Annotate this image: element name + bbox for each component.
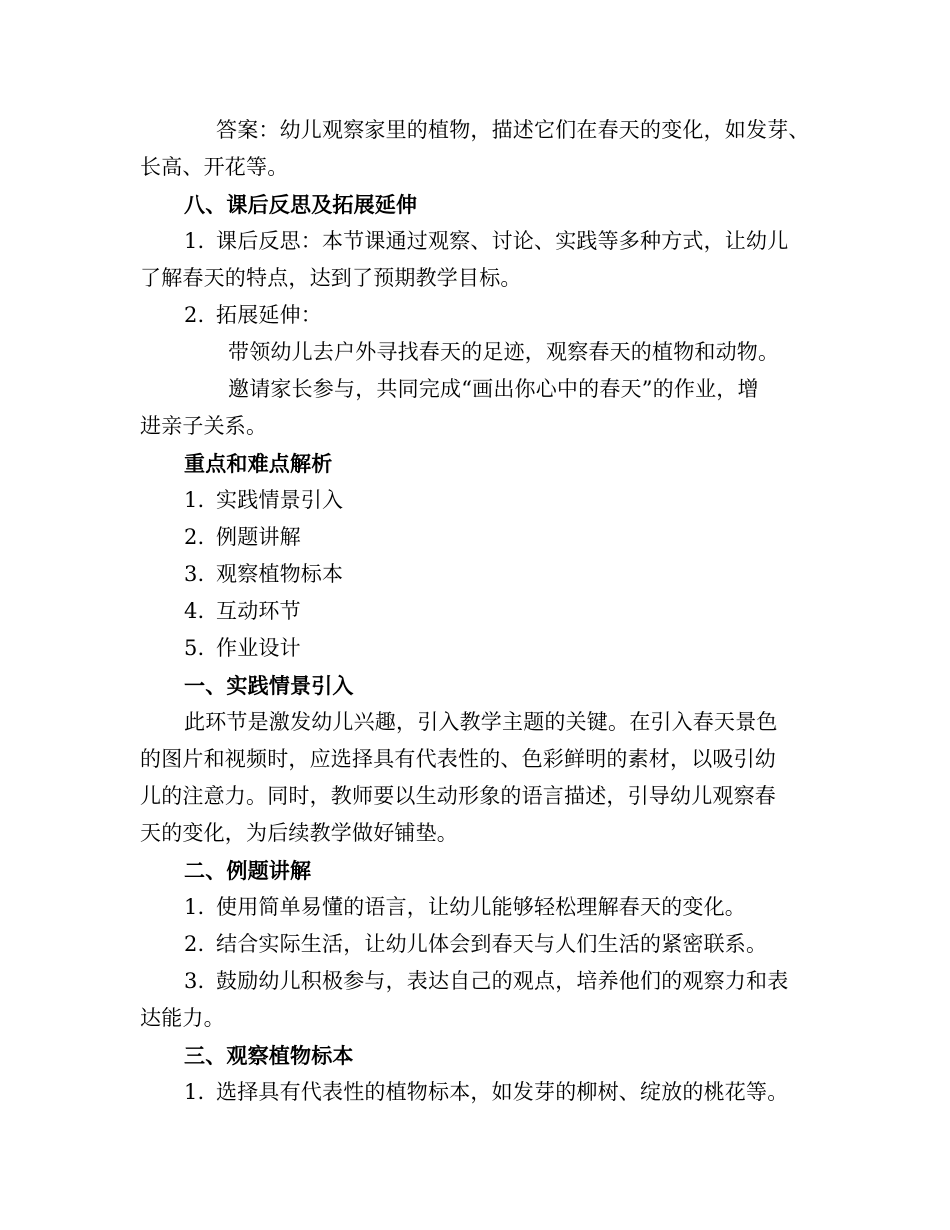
keypoint-item-3: [140, 556, 820, 593]
answer-line-1: 答案：幼儿观察家里的植物，描述它们在春天的变化，如发芽、: [216, 118, 810, 142]
intro-paragraph-line-4: 天的变化，为后续教学做好铺垫。: [140, 821, 458, 845]
keypoint-item-4: [140, 593, 820, 630]
item-text: 课后反思：本节课通过观察、讨论、实践等多种方式，让幼儿: [216, 229, 789, 253]
example-item-3: [140, 963, 820, 1000]
reflection-item-1: [140, 223, 820, 260]
extension-line-1: 带领幼儿去户外寻找春天的足迹，观察春天的植物和动物。: [228, 340, 780, 364]
item-number: 5.: [184, 636, 205, 660]
item-text: 使用简单易懂的语言，让幼儿能够轻松理解春天的变化。: [216, 895, 746, 919]
item-number: 2.: [184, 525, 205, 549]
keypoint-item-1: [140, 482, 820, 519]
item-number: 1.: [184, 488, 205, 512]
keypoint-item-5: [140, 630, 820, 667]
answer-line-2: 长高、开花等。: [140, 155, 289, 179]
item-text: 选择具有代表性的植物标本，如发芽的柳树、绽放的桃花等。: [216, 1080, 789, 1104]
intro-paragraph-line-2: 的图片和视频时，应选择具有代表性的、色彩鲜明的素材，以吸引幼: [140, 747, 776, 771]
example-item-3-cont: 达能力。: [140, 1006, 225, 1030]
section-heading-specimen: 三、观察植物标本: [184, 1043, 354, 1068]
section-heading-example: 二、例题讲解: [184, 858, 312, 883]
keypoint-item-2: [140, 519, 820, 556]
item-text: 观察植物标本: [216, 562, 344, 586]
item-text: 拓展延伸：: [216, 303, 322, 327]
reflection-item-2: [140, 297, 820, 334]
intro-paragraph-line-3: 儿的注意力。同时，教师要以生动形象的语言描述，引导幼儿观察春: [140, 784, 776, 808]
item-text: 实践情景引入: [216, 488, 344, 512]
item-number: 3.: [184, 969, 205, 993]
section-heading-keypoints: 重点和难点解析: [184, 451, 333, 476]
document-page: [140, 112, 820, 1111]
extension-line-2-cont: 进亲子关系。: [140, 414, 268, 438]
item-number: 4.: [184, 599, 205, 623]
item-text: 互动环节: [216, 599, 301, 623]
item-number: 1.: [184, 895, 205, 919]
item-number: 2.: [184, 932, 205, 956]
item-text: 鼓励幼儿积极参与，表达自己的观点，培养他们的观察力和表: [216, 969, 789, 993]
item-text: 例题讲解: [216, 525, 301, 549]
item-text: 作业设计: [216, 636, 301, 660]
specimen-item-1: [140, 1074, 820, 1111]
section-heading-intro: 一、实践情景引入: [184, 673, 354, 698]
item-number: 2.: [184, 303, 205, 327]
item-number: 1.: [184, 229, 205, 253]
item-text: 结合实际生活，让幼儿体会到春天与人们生活的紧密联系。: [216, 932, 768, 956]
example-item-2: [140, 926, 820, 963]
item-number: 1.: [184, 1080, 205, 1104]
example-item-1: [140, 889, 820, 926]
section-heading-reflection: 八、课后反思及拓展延伸: [184, 192, 418, 217]
extension-line-2: 邀请家长参与，共同完成“画出你心中的春天”的作业，增: [228, 377, 759, 401]
item-number: 3.: [184, 562, 205, 586]
reflection-item-1-cont: 了解春天的特点，达到了预期教学目标。: [140, 266, 522, 290]
intro-paragraph-line-1: 此环节是激发幼儿兴趣，引入教学主题的关键。在引入春天景色: [184, 710, 778, 734]
